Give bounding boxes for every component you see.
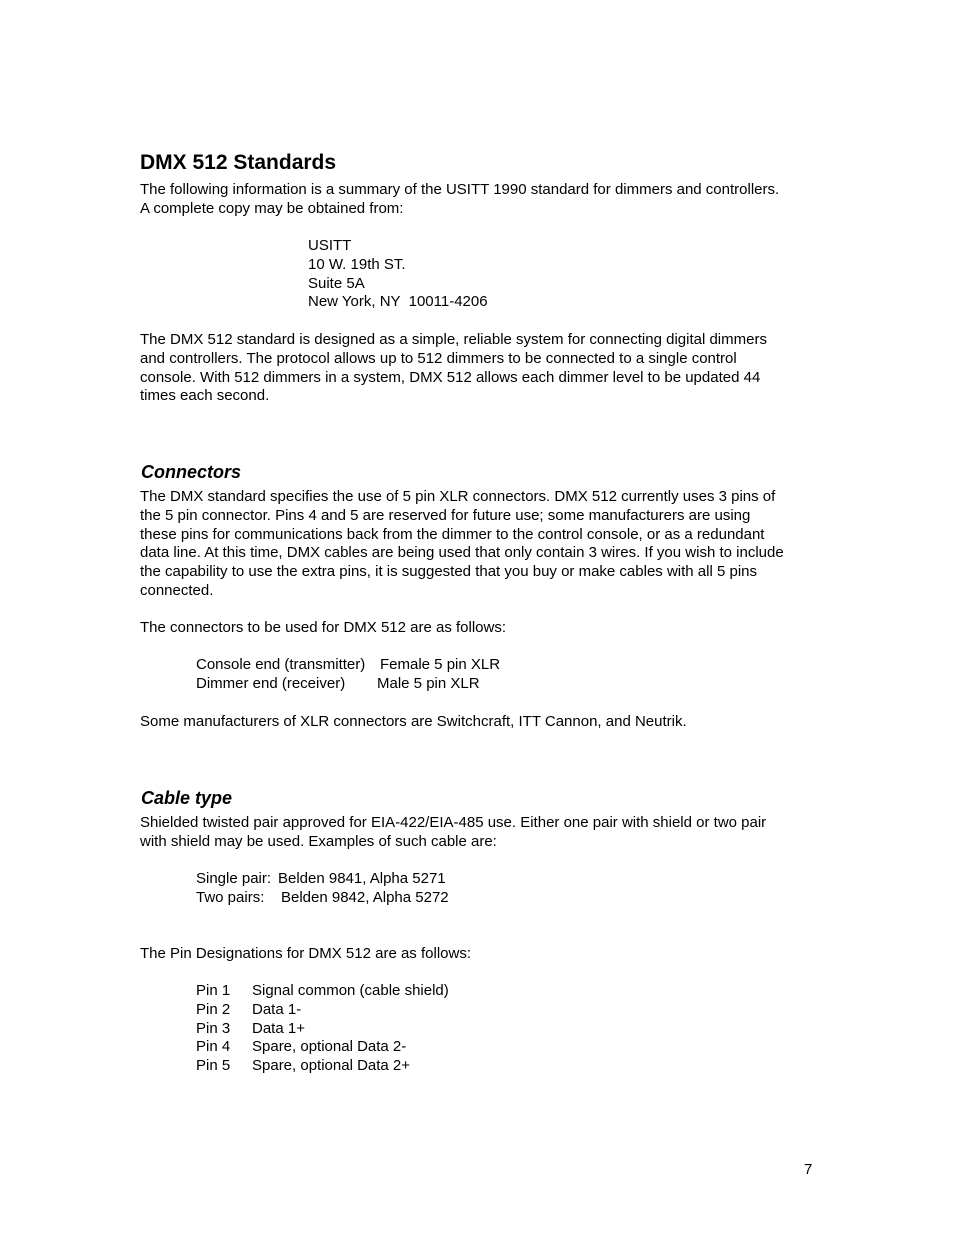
text-line: The DMX 512 standard is designed as a simple, reliable system for connecting digital dimmers — [140, 331, 767, 348]
text-line: the 5 pin connector. Pins 4 and 5 are reserved for future use; some manufacturers are using — [140, 506, 751, 524]
address-line: 10 W. 19th ST. — [308, 255, 406, 273]
text-line: connected. — [140, 581, 214, 599]
pin-label: Pin 3 — [196, 1019, 231, 1037]
text-line: times each second. — [140, 387, 270, 405]
text-line: the capability to use the extra pins, it is suggested that you buy or make cables with all 5 pins — [140, 563, 758, 581]
address-line: USITT — [308, 237, 352, 254]
cable-example-value: Belden 9841, Alpha 5271 — [278, 870, 446, 887]
page-number: 7 — [804, 1161, 813, 1178]
connectors-paragraph — [140, 488, 784, 601]
manufacturers-text: Some manufacturers of XLR connectors are Switchcraft, ITT Cannon, and Neutrik. — [140, 713, 687, 730]
text-line: A complete copy may be obtained from: — [140, 199, 404, 217]
overview-paragraph — [140, 331, 767, 406]
connectors-list-intro: The connectors to be used for DMX 512 are as follows: — [140, 619, 507, 636]
cable-example-item — [196, 889, 449, 908]
connector-item-label: Dimmer end (receiver) — [196, 674, 346, 692]
text-line: The following information is a summary of the USITT 1990 standard for dimmers and controllers. — [140, 181, 780, 198]
text-line: and controllers. The protocol allows up to 512 dimmers to be connected to a single control — [140, 349, 737, 367]
pin-description: Spare, optional Data 2- — [252, 1038, 407, 1056]
text-line: data line. At this time, DMX cables are being used that only contain 3 wires. If you wish to include — [140, 544, 784, 562]
pins-intro: The Pin Designations for DMX 512 are as follows: — [140, 945, 471, 962]
text-line: The DMX standard specifies the use of 5 pin XLR connectors. DMX 512 currently uses 3 pins of — [140, 488, 776, 505]
pin-item — [196, 1038, 449, 1057]
section-heading-connectors: Connectors — [141, 462, 242, 482]
pin-item — [196, 1001, 449, 1020]
cable-example-label: Two pairs: — [196, 888, 265, 906]
text-line: console. With 512 dimmers in a system, DMX 512 allows each dimmer level to be updated 44 — [140, 368, 761, 386]
connector-item-value: Male 5 pin XLR — [377, 674, 480, 692]
cable-example-item — [196, 870, 449, 889]
cable-example-label: Single pair: — [196, 870, 272, 887]
text-line: these pins for communications back from the dimmer to the control console, or as a redundant — [140, 525, 765, 543]
pin-label: Pin 4 — [196, 1038, 231, 1056]
intro-paragraph — [140, 181, 779, 219]
pin-label: Pin 1 — [196, 982, 231, 999]
pin-label: Pin 5 — [196, 1057, 231, 1075]
pin-list — [196, 982, 449, 1076]
pin-description: Data 1+ — [252, 1019, 305, 1037]
pin-description: Data 1- — [252, 1000, 302, 1018]
connector-item — [196, 675, 500, 694]
pin-item — [196, 1057, 449, 1076]
pin-item — [196, 982, 449, 1001]
page-title: DMX 512 Standards — [140, 151, 337, 174]
cable-example-value: Belden 9842, Alpha 5272 — [281, 888, 449, 906]
address-line: New York, NY 10011-4206 — [308, 293, 488, 311]
pin-description: Signal common (cable shield) — [252, 982, 449, 999]
address-block — [308, 237, 488, 312]
connector-item-value: Female 5 pin XLR — [380, 656, 501, 673]
connector-item — [196, 656, 500, 675]
cable-paragraph — [140, 814, 766, 852]
pin-description: Spare, optional Data 2+ — [252, 1057, 411, 1075]
text-line: Shielded twisted pair approved for EIA-422/EIA-485 use. Either one pair with shield or two pair — [140, 814, 767, 831]
connector-list — [196, 656, 500, 694]
cable-examples-list — [196, 870, 449, 908]
connector-item-label: Console end (transmitter) — [196, 656, 366, 673]
pin-item — [196, 1020, 449, 1039]
text-line: with shield may be used. Examples of such cable are: — [140, 832, 497, 850]
pin-label: Pin 2 — [196, 1000, 231, 1018]
address-line: Suite 5A — [308, 274, 365, 292]
section-heading-cable-type: Cable type — [141, 788, 233, 808]
